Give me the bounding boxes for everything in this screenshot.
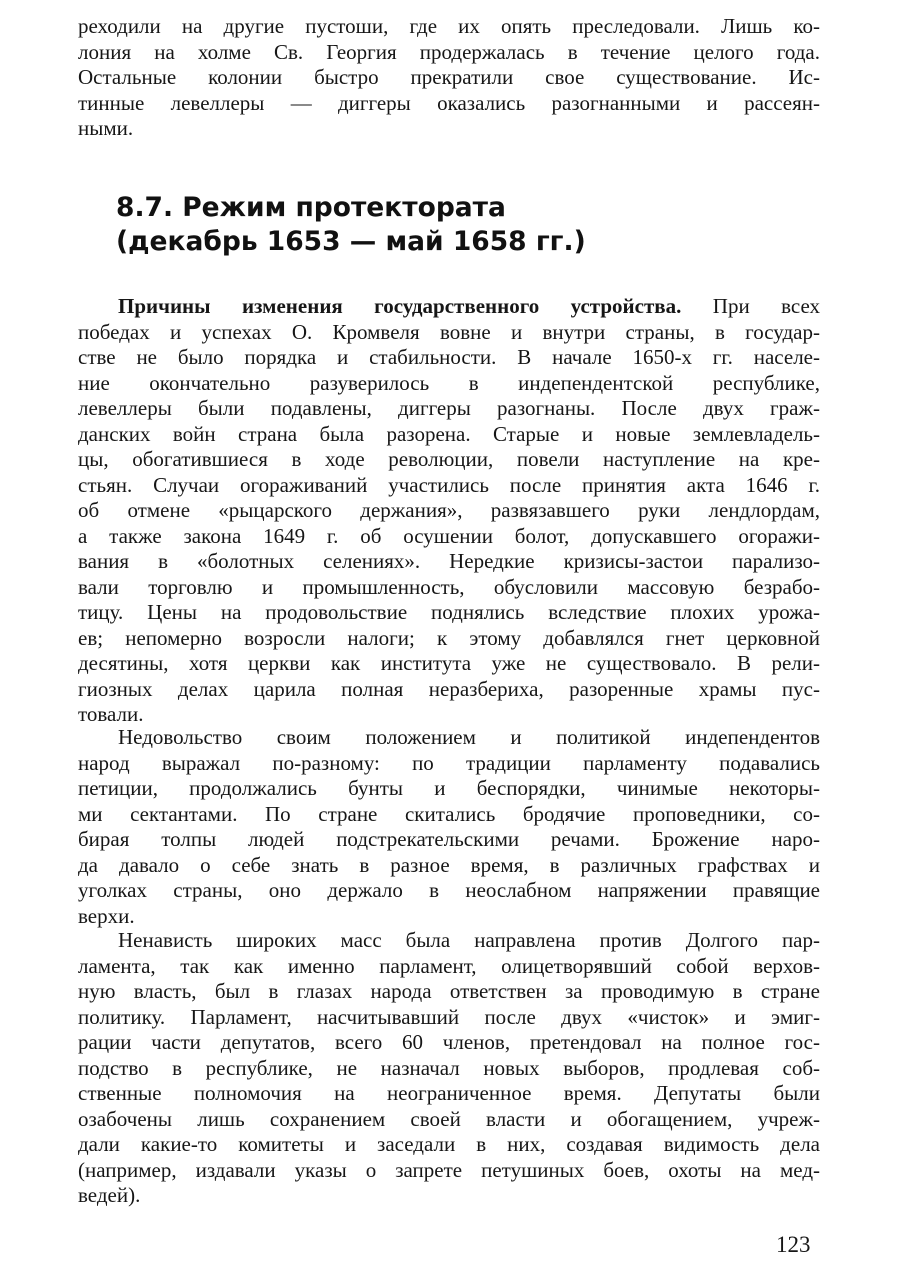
text-line: подство в республике, не назначал новых выборов, продлевая соб- <box>78 1055 820 1080</box>
text-line-first <box>78 294 820 320</box>
text-line: уголках страны, оно держало в неослабном напряжении правящие <box>78 878 820 902</box>
text-line: победах и успехах О. Кромвеля вовне и внутри страны, в государ- <box>78 319 820 344</box>
text-line: данских войн страна была разорена. Старые и новые землевладель- <box>78 421 820 446</box>
text-line: ние окончательно разуверилось в индепендентской республике, <box>78 370 820 395</box>
section-heading-line2: (декабрь 1653 — май 1658 гг.) <box>116 226 586 257</box>
text-line: ламента, так как именно парламент, олицетворявший собой верхов- <box>78 953 820 978</box>
text-line: да давало о себе знать в разное время, в различных графствах и <box>78 852 820 877</box>
text-line: ведей). <box>78 1183 141 1207</box>
text-line: (например, издавали указы о запрете петушиных боев, охоты на мед- <box>78 1157 820 1182</box>
text-line: лония на холме Св. Георгия продержалась в течение целого года. <box>78 39 820 64</box>
text-line: ми сектантами. По стране скитались бродячие проповедники, со- <box>78 801 820 826</box>
text-line: тицу. Цены на продовольствие поднялись вследствие плохих урожа- <box>78 600 820 624</box>
paragraph-lead: Причины изменения государственного устройства. <box>118 294 682 318</box>
text-fragment: При всех <box>681 294 820 318</box>
text-line: вания в «болотных селениях». Нередкие кризисы-застои парализо- <box>78 549 820 573</box>
text-line: политику. Парламент, насчитывавший после двух «чисток» и эмиг- <box>78 1004 820 1029</box>
text-line: ственные полномочия на неограниченное время. Депутаты были <box>78 1081 820 1105</box>
text-line: дали какие-то комитеты и заседали в них, создавая видимость дела <box>78 1132 820 1156</box>
page-number: 123 <box>776 1232 811 1257</box>
text-line: ную власть, был в глазах народа ответствен за проводимую в стране <box>78 979 820 1003</box>
text-line: рации части депутатов, всего 60 членов, претендовал на полное гос- <box>78 1030 820 1054</box>
text-line: гиозных делах царила полная неразбериха, разоренные храмы пус- <box>78 676 820 701</box>
text-line: левеллеры были подавлены, диггеры разогнаны. После двух граж- <box>78 396 820 420</box>
text-line: стьян. Случаи огораживаний участились после принятия акта 1646 г. <box>78 472 820 497</box>
text-line: ев; непомерно возросли налоги; к этому добавлялся гнет церковной <box>78 625 820 650</box>
section-heading <box>116 191 586 259</box>
text-line: верхи. <box>78 903 135 928</box>
text-line: озабочены лишь сохранением своей власти и обогащением, учреж- <box>78 1106 820 1131</box>
text-line: петиции, продолжались бунты и беспорядки, чинимые некоторы- <box>78 776 820 800</box>
text-line: тинные левеллеры — диггеры оказались разогнанными и рассеян- <box>78 90 820 115</box>
text-line: цы, обогатившиеся в ходе революции, повели наступление на кре- <box>78 447 820 471</box>
text-line: ными. <box>78 116 134 140</box>
text-line: вали торговлю и промышленность, обусловили массовую безрабо- <box>78 574 820 599</box>
text-line: товали. <box>78 702 144 726</box>
text-line: Остальные колонии быстро прекратили свое существование. Ис- <box>78 65 820 89</box>
paragraph-causes <box>78 294 820 728</box>
paragraph-long-parliament <box>78 928 820 1209</box>
text-line-first: Ненависть широких масс была направлена против Долгого пар- <box>118 928 820 952</box>
text-line: а также закона 1649 г. об осушении болот, допускавшего огоражи- <box>78 523 820 548</box>
text-line-first: Недовольство своим положением и политикой индепендентов <box>118 725 820 749</box>
text-line: народ выражал по-разному: по традиции парламенту подавались <box>78 750 820 775</box>
text-line: бирая толпы людей подстрекательскими речами. Брожение наро- <box>78 827 820 851</box>
paragraph-discontent <box>78 725 820 929</box>
section-heading-line1: 8.7. Режим протектората <box>116 192 506 223</box>
text-line: стве не было порядка и стабильности. В начале 1650-х гг. населе- <box>78 345 820 369</box>
text-line: об отмене «рыцарского держания», развязавшего руки лендлордам, <box>78 498 820 522</box>
text-line: реходили на другие пустоши, где их опять преследовали. Лишь ко- <box>78 14 820 38</box>
text-line: десятины, хотя церкви как института уже не существовало. В рели- <box>78 651 820 675</box>
paragraph-diggers-end <box>78 14 820 142</box>
